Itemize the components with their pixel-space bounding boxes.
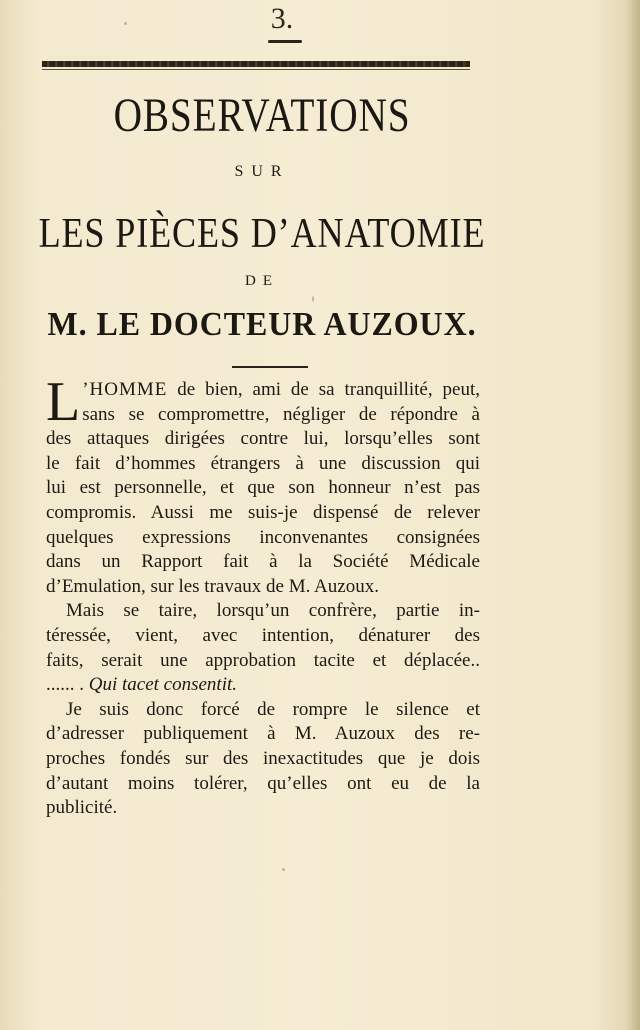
page-subtitle: LES PIÈCES D’ANATOMIE xyxy=(38,211,486,257)
latin-quote: Qui tacet consentit. xyxy=(88,674,238,696)
text-line: d’adresser publiquement à M. Auzoux des re- xyxy=(46,723,480,745)
drop-cap: L xyxy=(46,371,81,433)
header-ornamental-rule xyxy=(42,61,470,67)
text-line: téressée, vient, avec intention, dénaturer des xyxy=(46,624,480,646)
text-line: ’HOMME de bien, ami de sa tranquillité, peut, xyxy=(82,379,480,400)
header-thin-rule xyxy=(42,69,470,70)
text-line: Mais se taire, lorsqu’un confrère, partie in- xyxy=(66,600,480,622)
text-line: sans se compromettre, négliger de répondre à xyxy=(82,403,480,425)
smallcaps-word: ’HOMME xyxy=(82,379,168,400)
text-line: dans un Rapport fait à la Société Médicale xyxy=(46,551,480,573)
text-line: des attaques dirigées contre lui, lorsqu’elles sont xyxy=(46,428,480,450)
page-number-underline xyxy=(268,40,302,43)
paper-speck xyxy=(282,868,285,871)
text-line: d’autant moins tolérer, qu’elles ont eu de la xyxy=(46,772,480,794)
text-line: compromis. Aussi me suis-je dispensé de relever xyxy=(46,501,480,523)
page-title: OBSERVATIONS xyxy=(113,89,411,142)
text-line: quelques expressions inconvenantes consignées xyxy=(46,526,480,548)
paper-speck xyxy=(124,22,127,25)
body-paragraph-1 xyxy=(46,371,480,821)
ellipsis-dots: ...... . xyxy=(46,674,84,696)
opening-lines xyxy=(82,378,480,427)
text-line: lui est personnelle, et que son honneur n’est pas xyxy=(46,477,480,499)
text-line: proches fondés sur des inexactitudes que je dois xyxy=(46,747,480,769)
text-line: Je suis donc forcé de rompre le silence et xyxy=(66,698,480,720)
paper-speck xyxy=(312,296,314,302)
text-line: le fait d’hommes étrangers à une discussion qui xyxy=(46,452,480,474)
page-number: 3. xyxy=(270,2,294,35)
section-divider xyxy=(232,366,308,368)
page-edge-shadow xyxy=(626,0,640,1030)
title-connector-sur: SUR xyxy=(234,163,290,180)
text-line: d’Emulation, sur les travaux de M. Auzoux. xyxy=(46,575,379,597)
text-line: publicité. xyxy=(46,797,118,819)
text-line: faits, serait une approbation tacite et déplacée.. xyxy=(46,649,480,671)
latin-quote-line xyxy=(46,673,480,698)
title-connector-de: DE xyxy=(245,273,279,289)
author-name: M. LE DOCTEUR AUZOUX. xyxy=(47,306,477,343)
